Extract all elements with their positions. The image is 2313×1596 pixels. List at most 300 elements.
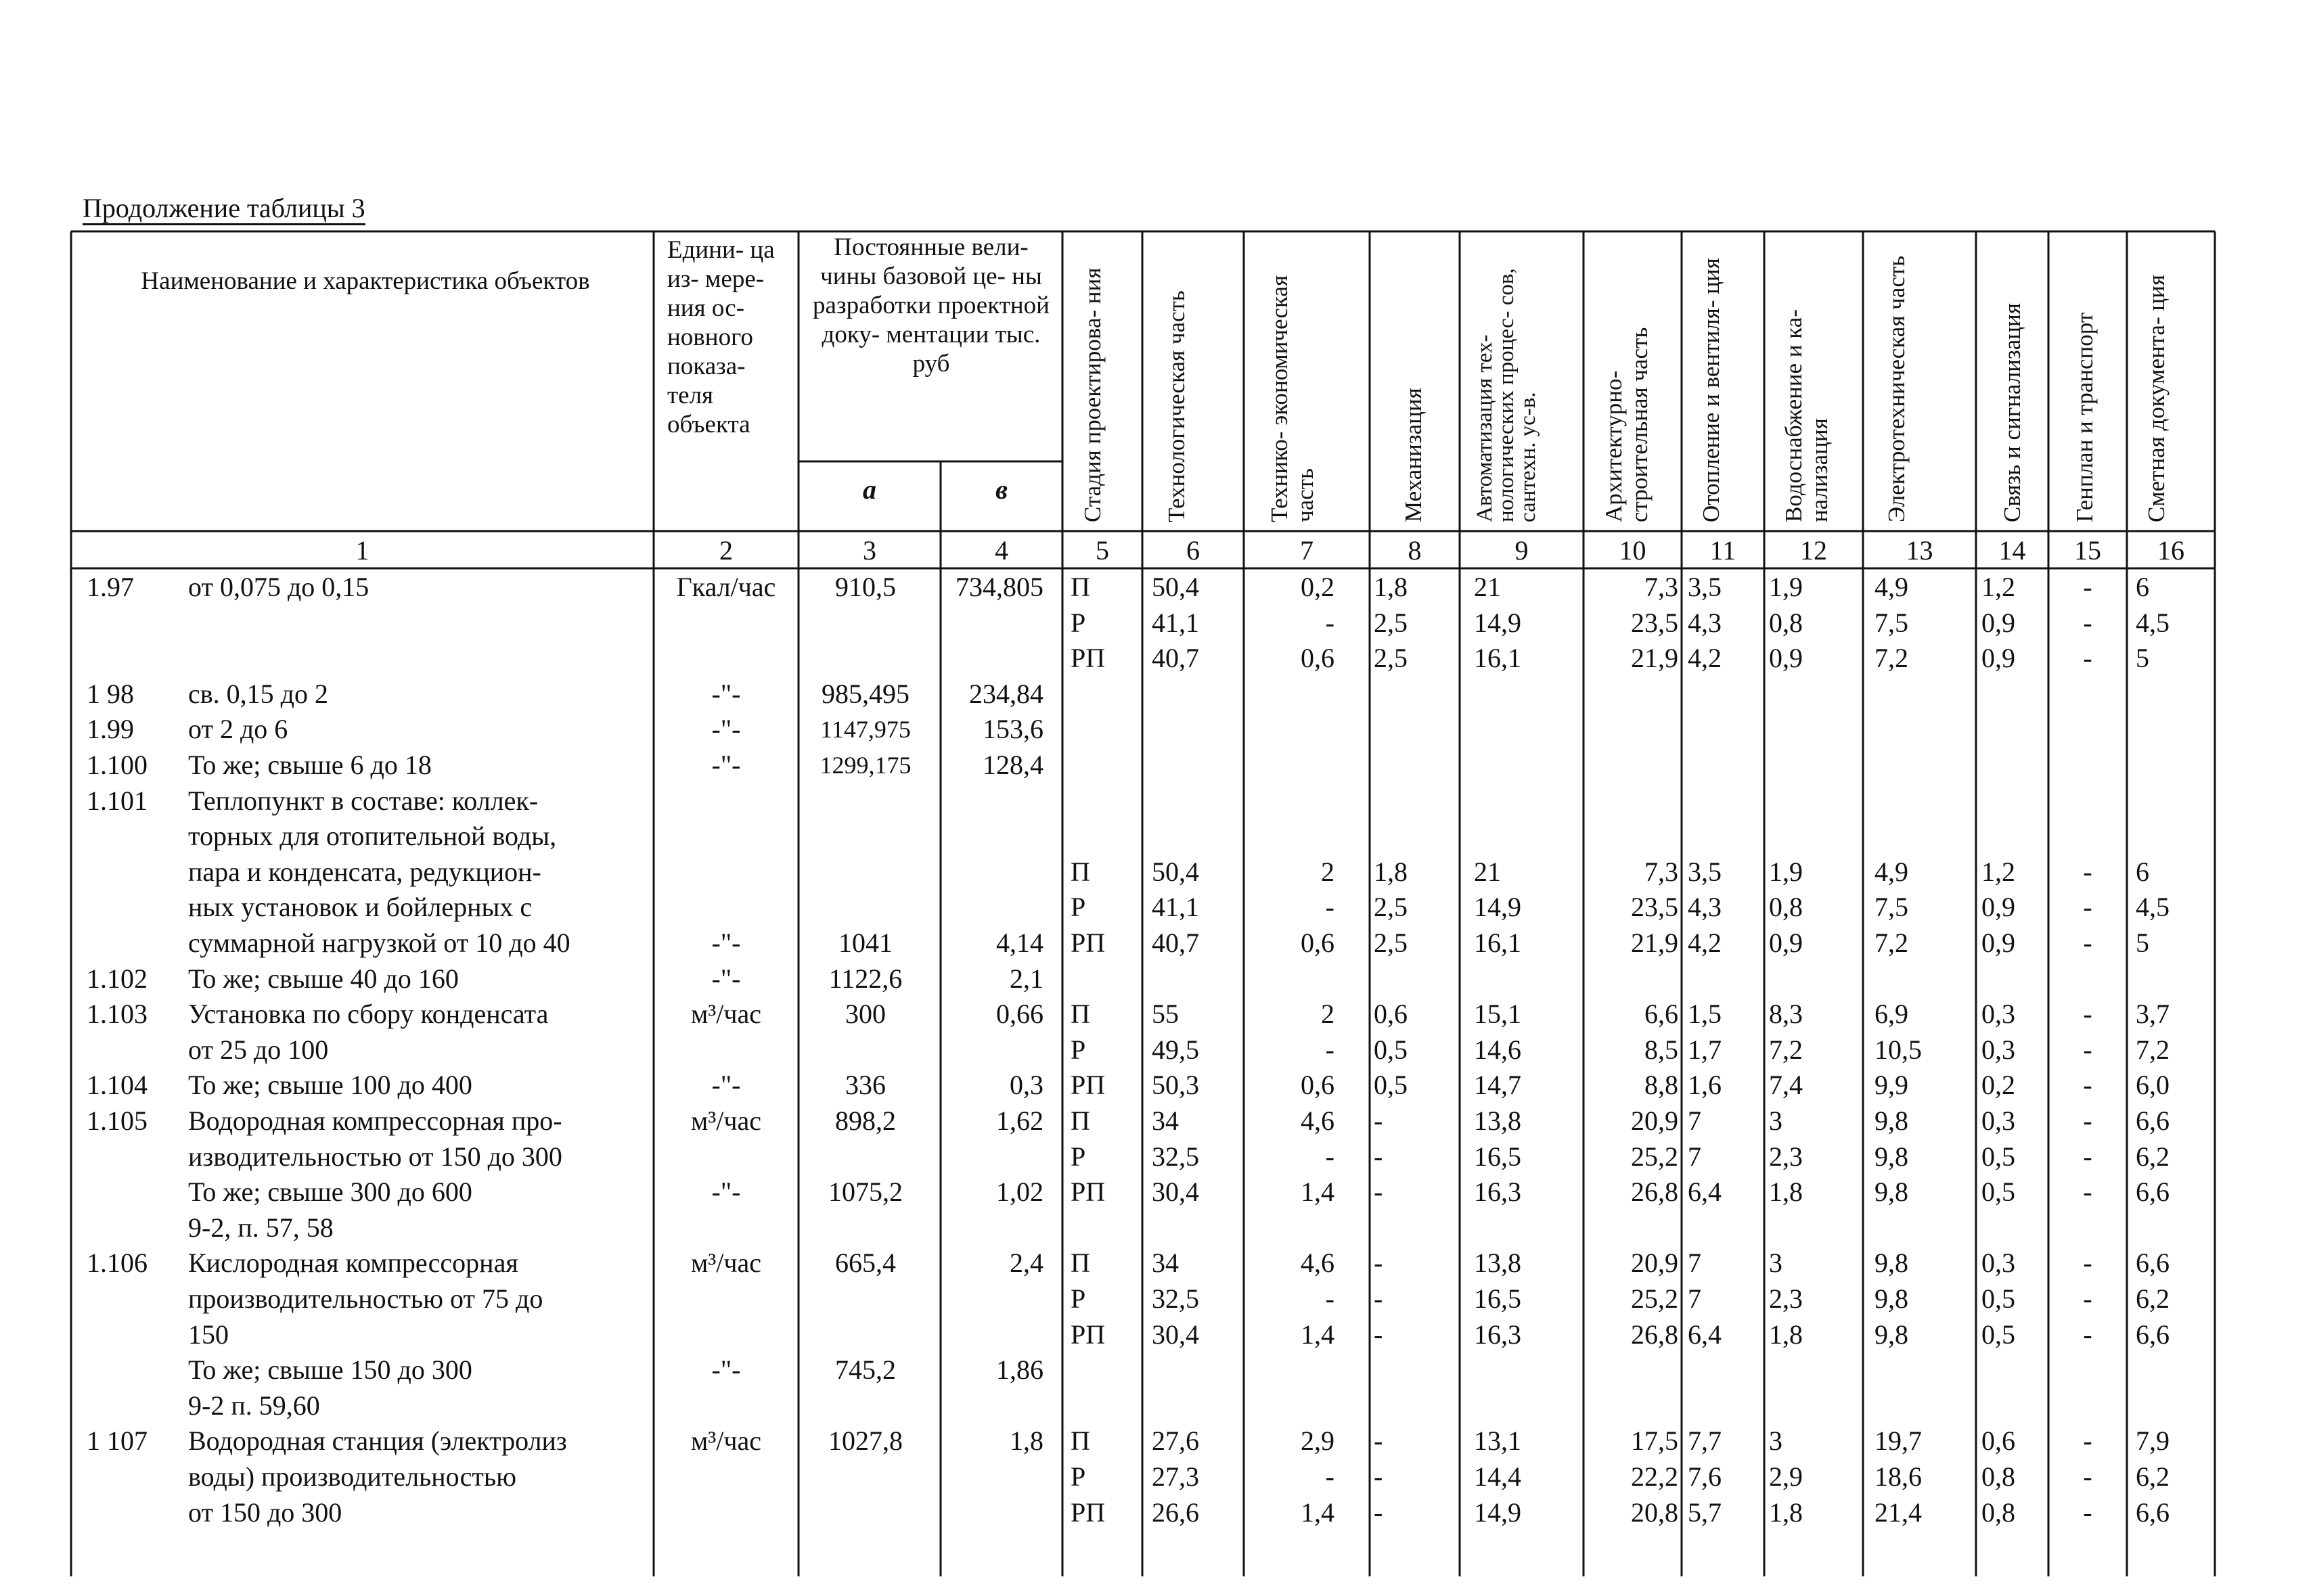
cell-col10: 7,3 — [1644, 856, 1678, 887]
cell-col13: 4,9 — [1874, 572, 1908, 602]
cell-col12: 1,8 — [1769, 1497, 1803, 1528]
cell-unit: -"- — [711, 1354, 741, 1386]
header-name: Наименование и характеристика объектов — [141, 267, 590, 295]
cell-col8: 2,5 — [1374, 928, 1408, 958]
cell-col11: 7 — [1688, 1248, 1701, 1279]
cell-const-a: 985,495 — [822, 678, 910, 709]
cell-col7: 2,9 — [1301, 1426, 1334, 1457]
cell-col13: 7,5 — [1874, 892, 1908, 923]
cell-const-b: 1,86 — [996, 1354, 1043, 1386]
cell-col6: 50,4 — [1152, 572, 1199, 602]
cell-const-b: 4,14 — [996, 928, 1043, 958]
cell-stage: П — [1071, 856, 1090, 887]
cell-col9: 21 — [1474, 572, 1501, 602]
cell-col11: 6,4 — [1688, 1319, 1722, 1350]
cell-code: 1.105 — [87, 1105, 148, 1136]
cell-col13: 7,5 — [1874, 607, 1908, 638]
header-constants: Постоянные вели- чины базовой це- ны разработки проектной доку- ментации тыс. руб — [813, 233, 1050, 378]
cell-col15: - — [2083, 1141, 2092, 1172]
cell-col7: 4,6 — [1301, 1105, 1334, 1136]
cell-code: 1.103 — [87, 999, 148, 1030]
cell-col12: 2,9 — [1769, 1461, 1803, 1492]
header-col5: Стадия проектирова- ния — [1079, 267, 1106, 522]
cell-const-a: 745,2 — [835, 1354, 896, 1386]
cell-const-a: 898,2 — [835, 1105, 896, 1136]
cell-code: 1.106 — [87, 1248, 148, 1279]
cell-stage: Р — [1071, 1034, 1086, 1065]
colnum-6: 6 — [1186, 535, 1200, 566]
cell-col11: 4,3 — [1688, 607, 1722, 638]
cell-col13: 7,2 — [1874, 643, 1908, 674]
cell-col7: 2 — [1321, 856, 1334, 887]
cell-unit: -"- — [711, 678, 741, 709]
cell-col6: 41,1 — [1152, 607, 1199, 638]
cell-stage: Р — [1071, 1141, 1086, 1172]
cell-col6: 32,5 — [1152, 1283, 1199, 1314]
cell-col7: - — [1325, 1461, 1334, 1492]
cell-col14: 0,9 — [1981, 892, 2015, 923]
cell-col15: - — [2083, 1461, 2092, 1492]
cell-col8: - — [1374, 1141, 1383, 1172]
cell-col13: 18,6 — [1874, 1461, 1922, 1492]
cell-col10: 23,5 — [1631, 607, 1678, 638]
cell-code: 1.101 — [87, 785, 148, 816]
cell-col6: 40,7 — [1152, 643, 1199, 674]
cell-col15: - — [2083, 607, 2092, 638]
cell-col12: 2,3 — [1769, 1283, 1803, 1314]
cell-const-a: 300 — [845, 999, 886, 1030]
cell-col10: 20,9 — [1631, 1248, 1678, 1279]
cell-col13: 4,9 — [1874, 856, 1908, 887]
cell-unit: -"- — [711, 928, 741, 958]
cell-description: То же; свыше 150 до 300 — [188, 1354, 472, 1386]
cell-col9: 16,5 — [1474, 1141, 1521, 1172]
cell-const-a: 1075,2 — [828, 1177, 903, 1208]
cell-col10: 20,9 — [1631, 1105, 1678, 1136]
cell-const-b: 1,62 — [996, 1105, 1043, 1136]
cell-description: То же; свыше 100 до 400 — [188, 1070, 472, 1101]
colnum-9: 9 — [1514, 535, 1529, 566]
cell-col12: 3 — [1769, 1105, 1782, 1136]
header-col12: Водоснабжение и ка- нализация — [1780, 309, 1833, 522]
cell-description: торных для отопительной воды, — [188, 821, 557, 852]
cell-col9: 16,3 — [1474, 1177, 1521, 1208]
colnum-10: 10 — [1619, 535, 1646, 566]
cell-description: Водородная компрессорная про- — [188, 1105, 562, 1136]
cell-col7: 0,6 — [1301, 928, 1334, 958]
cell-col7: 0,6 — [1301, 1070, 1334, 1101]
cell-col9: 14,9 — [1474, 607, 1521, 638]
cell-col16: 6,2 — [2136, 1283, 2170, 1314]
cell-col14: 0,9 — [1981, 643, 2015, 674]
cell-col6: 34 — [1152, 1105, 1179, 1136]
cell-col13: 9,8 — [1874, 1177, 1908, 1208]
cell-col6: 40,7 — [1152, 928, 1199, 958]
cell-const-a: 1027,8 — [828, 1426, 903, 1457]
header-unit: Едини- ца из- мере- ния ос- новного показа- теля объекта — [667, 236, 775, 438]
cell-col9: 14,4 — [1474, 1461, 1521, 1492]
cell-col9: 16,3 — [1474, 1319, 1521, 1350]
cell-code: 1.100 — [87, 750, 148, 780]
cell-col6: 26,6 — [1152, 1497, 1199, 1528]
cell-col13: 7,2 — [1874, 928, 1908, 958]
cell-col8: - — [1374, 1177, 1383, 1208]
cell-description: от 2 до 6 — [188, 714, 288, 745]
cell-col11: 7 — [1688, 1283, 1701, 1314]
cell-unit: -"- — [711, 1070, 741, 1101]
cell-description: То же; свыше 300 до 600 — [188, 1177, 472, 1208]
colnum-5: 5 — [1096, 535, 1109, 566]
cell-col10: 20,8 — [1631, 1497, 1678, 1528]
cell-col14: 0,9 — [1981, 607, 2015, 638]
cell-col14: 0,5 — [1981, 1283, 2015, 1314]
cell-col14: 0,5 — [1981, 1141, 2015, 1172]
cell-col6: 32,5 — [1152, 1141, 1199, 1172]
cell-description: Установка по сбору конденсата — [188, 999, 549, 1030]
cell-col11: 4,3 — [1688, 892, 1722, 923]
cell-description: воды) производительностью — [188, 1461, 517, 1492]
cell-col15: - — [2083, 572, 2092, 602]
colnum-11: 11 — [1709, 535, 1736, 566]
cell-col7: - — [1325, 892, 1334, 923]
cell-col14: 0,8 — [1981, 1461, 2015, 1492]
cell-stage: П — [1071, 572, 1090, 602]
cell-col13: 9,8 — [1874, 1141, 1908, 1172]
cell-col16: 3,7 — [2136, 999, 2170, 1030]
table-caption: Продолжение таблицы 3 — [83, 193, 365, 225]
cell-col11: 1,6 — [1688, 1070, 1722, 1101]
cell-col6: 30,4 — [1152, 1319, 1199, 1350]
cell-col10: 23,5 — [1631, 892, 1678, 923]
cell-col9: 16,1 — [1474, 928, 1521, 958]
cell-col8: 2,5 — [1374, 607, 1408, 638]
cell-stage: Р — [1071, 1461, 1086, 1492]
cell-col6: 50,3 — [1152, 1070, 1199, 1101]
cell-col8: 0,5 — [1374, 1070, 1408, 1101]
cell-col10: 26,8 — [1631, 1177, 1678, 1208]
header-col8: Механизация — [1400, 388, 1427, 522]
cell-col7: - — [1325, 607, 1334, 638]
cell-const-a: 910,5 — [835, 572, 896, 602]
cell-col14: 0,2 — [1981, 1070, 2015, 1101]
cell-col6: 27,3 — [1152, 1461, 1199, 1492]
cell-col6: 55 — [1152, 999, 1179, 1030]
colnum-8: 8 — [1408, 535, 1422, 566]
cell-const-a: 1041 — [838, 928, 893, 958]
cell-col15: - — [2083, 1177, 2092, 1208]
cell-col9: 21 — [1474, 856, 1501, 887]
cell-col8: 0,5 — [1374, 1034, 1408, 1065]
cell-const-a: 1147,975 — [820, 716, 911, 744]
cell-col9: 15,1 — [1474, 999, 1521, 1030]
cell-col9: 14,9 — [1474, 892, 1521, 923]
cell-const-b: 734,805 — [956, 572, 1043, 602]
cell-col12: 0,9 — [1769, 643, 1803, 674]
cell-description: Теплопункт в составе: коллек- — [188, 785, 539, 816]
cell-col16: 6,6 — [2136, 1105, 2170, 1136]
cell-code: 1.99 — [87, 714, 134, 745]
cell-col13: 9,8 — [1874, 1105, 1908, 1136]
cell-const-b: 2,1 — [1010, 963, 1043, 994]
cell-col15: - — [2083, 928, 2092, 958]
cell-code: 1.104 — [87, 1070, 148, 1101]
cell-col15: - — [2083, 1426, 2092, 1457]
cell-col12: 1,9 — [1769, 856, 1803, 887]
cell-description: То же; свыше 40 до 160 — [188, 963, 459, 994]
cell-col10: 25,2 — [1631, 1283, 1678, 1314]
cell-description: То же; свыше 6 до 18 — [188, 750, 432, 780]
colnum-15: 15 — [2074, 535, 2101, 566]
cell-description: пара и конденсата, редукцион- — [188, 856, 541, 887]
cell-col16: 6,6 — [2136, 1177, 2170, 1208]
cell-stage: П — [1071, 1105, 1090, 1136]
cell-col16: 6,2 — [2136, 1461, 2170, 1492]
cell-col11: 7,6 — [1688, 1461, 1722, 1492]
cell-code: 1 98 — [87, 678, 134, 709]
cell-col16: 5 — [2136, 928, 2149, 958]
cell-col6: 34 — [1152, 1248, 1179, 1279]
cell-const-b: 128,4 — [983, 750, 1043, 780]
cell-col10: 26,8 — [1631, 1319, 1678, 1350]
cell-stage: П — [1071, 1426, 1090, 1457]
cell-col8: - — [1374, 1248, 1383, 1279]
cell-col11: 6,4 — [1688, 1177, 1722, 1208]
cell-col16: 6,6 — [2136, 1319, 2170, 1350]
cell-unit: -"- — [711, 963, 741, 994]
cell-unit: -"- — [711, 714, 741, 745]
cell-col15: - — [2083, 856, 2092, 887]
cell-col7: 1,4 — [1301, 1177, 1334, 1208]
cell-col12: 7,4 — [1769, 1070, 1803, 1101]
cell-const-b: 2,4 — [1010, 1248, 1043, 1279]
header-col9: Автоматизация тех- нологических процес- сов, сантехн. ус-в. — [1473, 268, 1540, 522]
cell-code: 1.102 — [87, 963, 148, 994]
cell-col15: - — [2083, 892, 2092, 923]
cell-col12: 7,2 — [1769, 1034, 1803, 1065]
cell-col14: 0,8 — [1981, 1497, 2015, 1528]
colnum-2: 2 — [719, 535, 733, 566]
cell-col16: 4,5 — [2136, 607, 2170, 638]
cell-description: от 150 до 300 — [188, 1497, 342, 1528]
cell-col16: 5 — [2136, 643, 2149, 674]
cell-col7: 0,6 — [1301, 643, 1334, 674]
cell-stage: П — [1071, 999, 1090, 1030]
colnum-1: 1 — [355, 535, 369, 566]
cell-col16: 6,6 — [2136, 1497, 2170, 1528]
colnum-12: 12 — [1800, 535, 1827, 566]
cell-col13: 6,9 — [1874, 999, 1908, 1030]
cell-col11: 1,5 — [1688, 999, 1722, 1030]
cell-const-b: 0,66 — [996, 999, 1043, 1030]
cell-const-b: 1,8 — [1010, 1426, 1043, 1457]
colnum-13: 13 — [1906, 535, 1933, 566]
cell-col10: 22,2 — [1631, 1461, 1678, 1492]
cell-unit: -"- — [711, 750, 741, 780]
cell-col12: 1,8 — [1769, 1319, 1803, 1350]
cell-col7: 4,6 — [1301, 1248, 1334, 1279]
cell-col12: 8,3 — [1769, 999, 1803, 1030]
cell-col13: 21,4 — [1874, 1497, 1922, 1528]
cell-col15: - — [2083, 1070, 2092, 1101]
cell-col15: - — [2083, 1319, 2092, 1350]
header-col11: Отопление и вентиля- ция — [1698, 258, 1724, 522]
cell-col16: 6,2 — [2136, 1141, 2170, 1172]
cell-col11: 7,7 — [1688, 1426, 1722, 1457]
cell-col16: 4,5 — [2136, 892, 2170, 923]
cell-col9: 14,9 — [1474, 1497, 1521, 1528]
cell-col12: 0,8 — [1769, 607, 1803, 638]
cell-col8: 2,5 — [1374, 643, 1408, 674]
cell-col8: 2,5 — [1374, 892, 1408, 923]
cell-col8: - — [1374, 1319, 1383, 1350]
cell-col7: 0,2 — [1301, 572, 1334, 602]
cell-col14: 1,2 — [1981, 856, 2015, 887]
cell-col6: 41,1 — [1152, 892, 1199, 923]
cell-stage: Р — [1071, 892, 1086, 923]
cell-col12: 2,3 — [1769, 1141, 1803, 1172]
cell-col12: 3 — [1769, 1426, 1782, 1457]
header-col10: Архитектурно- строительная часть — [1600, 327, 1653, 522]
cell-col14: 0,3 — [1981, 999, 2015, 1030]
cell-col13: 9,8 — [1874, 1283, 1908, 1314]
cell-col10: 25,2 — [1631, 1141, 1678, 1172]
cell-stage: РП — [1071, 1497, 1106, 1528]
cell-col16: 6 — [2136, 572, 2149, 602]
header-col-b: в — [995, 474, 1008, 505]
cell-col10: 7,3 — [1644, 572, 1678, 602]
cell-col16: 6,0 — [2136, 1070, 2170, 1101]
cell-col12: 1,9 — [1769, 572, 1803, 602]
cell-col6: 30,4 — [1152, 1177, 1199, 1208]
cell-col7: - — [1325, 1034, 1334, 1065]
cell-col8: 0,6 — [1374, 999, 1408, 1030]
cell-col8: - — [1374, 1283, 1383, 1314]
cell-col10: 8,8 — [1644, 1070, 1678, 1101]
cell-col15: - — [2083, 999, 2092, 1030]
cell-col9: 14,7 — [1474, 1070, 1521, 1101]
cell-col16: 7,9 — [2136, 1426, 2170, 1457]
cell-description: Водородная станция (электролиз — [188, 1426, 567, 1457]
cell-col12: 0,9 — [1769, 928, 1803, 958]
header-col-a: а — [863, 474, 876, 505]
cell-col7: 1,4 — [1301, 1319, 1334, 1350]
cell-col8: - — [1374, 1497, 1383, 1528]
cell-col13: 9,8 — [1874, 1319, 1908, 1350]
cell-stage: П — [1071, 1248, 1090, 1279]
cell-col11: 7 — [1688, 1105, 1701, 1136]
cell-stage: РП — [1071, 928, 1106, 958]
cell-unit: м³/час — [690, 999, 762, 1030]
cell-const-a: 336 — [845, 1070, 886, 1101]
cell-col12: 3 — [1769, 1248, 1782, 1279]
cell-col13: 10,5 — [1874, 1034, 1922, 1065]
cell-col10: 21,9 — [1631, 928, 1678, 958]
cell-col9: 13,8 — [1474, 1105, 1521, 1136]
colnum-3: 3 — [863, 535, 876, 566]
cell-col14: 1,2 — [1981, 572, 2015, 602]
cell-col14: 0,3 — [1981, 1034, 2015, 1065]
cell-col6: 50,4 — [1152, 856, 1199, 887]
cell-const-b: 1,02 — [996, 1177, 1043, 1208]
cell-unit: -"- — [711, 1177, 741, 1208]
cell-const-b: 153,6 — [983, 714, 1043, 745]
cell-unit: Гкал/час — [676, 572, 776, 602]
cell-col14: 0,3 — [1981, 1105, 2015, 1136]
cell-description: от 0,075 до 0,15 — [188, 572, 369, 602]
cell-description: производительностью от 75 до — [188, 1283, 543, 1314]
cell-col12: 0,8 — [1769, 892, 1803, 923]
cell-stage: Р — [1071, 1283, 1086, 1314]
cell-col8: - — [1374, 1426, 1383, 1457]
cell-description: 9-2, п. 57, 58 — [188, 1212, 334, 1243]
cell-description: св. 0,15 до 2 — [188, 678, 328, 709]
cell-col11: 3,5 — [1688, 572, 1722, 602]
cell-stage: РП — [1071, 1070, 1106, 1101]
cell-unit: м³/час — [690, 1105, 762, 1136]
cell-code: 1.97 — [87, 572, 134, 602]
colnum-4: 4 — [995, 535, 1008, 566]
cell-col10: 21,9 — [1631, 643, 1678, 674]
cell-col15: - — [2083, 1248, 2092, 1279]
cell-stage: РП — [1071, 643, 1106, 674]
cell-col15: - — [2083, 643, 2092, 674]
cell-stage: РП — [1071, 1177, 1106, 1208]
cell-unit: м³/час — [690, 1248, 762, 1279]
cell-stage: РП — [1071, 1319, 1106, 1350]
cell-col11: 4,2 — [1688, 928, 1722, 958]
cell-stage: Р — [1071, 607, 1086, 638]
cell-col16: 6,6 — [2136, 1248, 2170, 1279]
cell-code: 1 107 — [87, 1426, 148, 1457]
cell-description: 9-2 п. 59,60 — [188, 1390, 320, 1421]
header-col6: Технологическая часть — [1163, 290, 1190, 522]
cell-col8: - — [1374, 1461, 1383, 1492]
cell-col9: 16,5 — [1474, 1283, 1521, 1314]
cell-col8: 1,8 — [1374, 856, 1408, 887]
cell-col11: 7 — [1688, 1141, 1701, 1172]
cell-col7: 1,4 — [1301, 1497, 1334, 1528]
cell-col10: 17,5 — [1631, 1426, 1678, 1457]
cell-const-b: 234,84 — [969, 678, 1043, 709]
cell-const-a: 665,4 — [835, 1248, 896, 1279]
cell-col15: - — [2083, 1034, 2092, 1065]
header-col16: Сметная документа- ция — [2143, 275, 2170, 522]
colnum-7: 7 — [1300, 535, 1313, 566]
header-col14: Связь и сигнализация — [1999, 303, 2025, 522]
cell-const-a: 1122,6 — [828, 963, 903, 994]
cell-description: ных установок и бойлерных с — [188, 892, 533, 923]
cell-col14: 0,9 — [1981, 928, 2015, 958]
cell-col11: 4,2 — [1688, 643, 1722, 674]
cell-col13: 9,8 — [1874, 1248, 1908, 1279]
cell-description: от 25 до 100 — [188, 1034, 329, 1065]
header-col13: Электротехническая часть — [1883, 255, 1910, 522]
cell-col10: 8,5 — [1644, 1034, 1678, 1065]
cell-col9: 14,6 — [1474, 1034, 1521, 1065]
cell-col7: 2 — [1321, 999, 1334, 1030]
cell-col9: 13,8 — [1474, 1248, 1521, 1279]
cell-unit: м³/час — [690, 1426, 762, 1457]
cell-col14: 0,5 — [1981, 1177, 2015, 1208]
cell-description: Кислородная компрессорная — [188, 1248, 518, 1279]
cell-col9: 13,1 — [1474, 1426, 1521, 1457]
cell-col14: 0,3 — [1981, 1248, 2015, 1279]
cell-description: 150 — [188, 1319, 229, 1350]
header-col15: Генплан и транспорт — [2071, 312, 2098, 522]
cell-col11: 5,7 — [1688, 1497, 1722, 1528]
cell-col15: - — [2083, 1283, 2092, 1314]
cell-col13: 9,9 — [1874, 1070, 1908, 1101]
